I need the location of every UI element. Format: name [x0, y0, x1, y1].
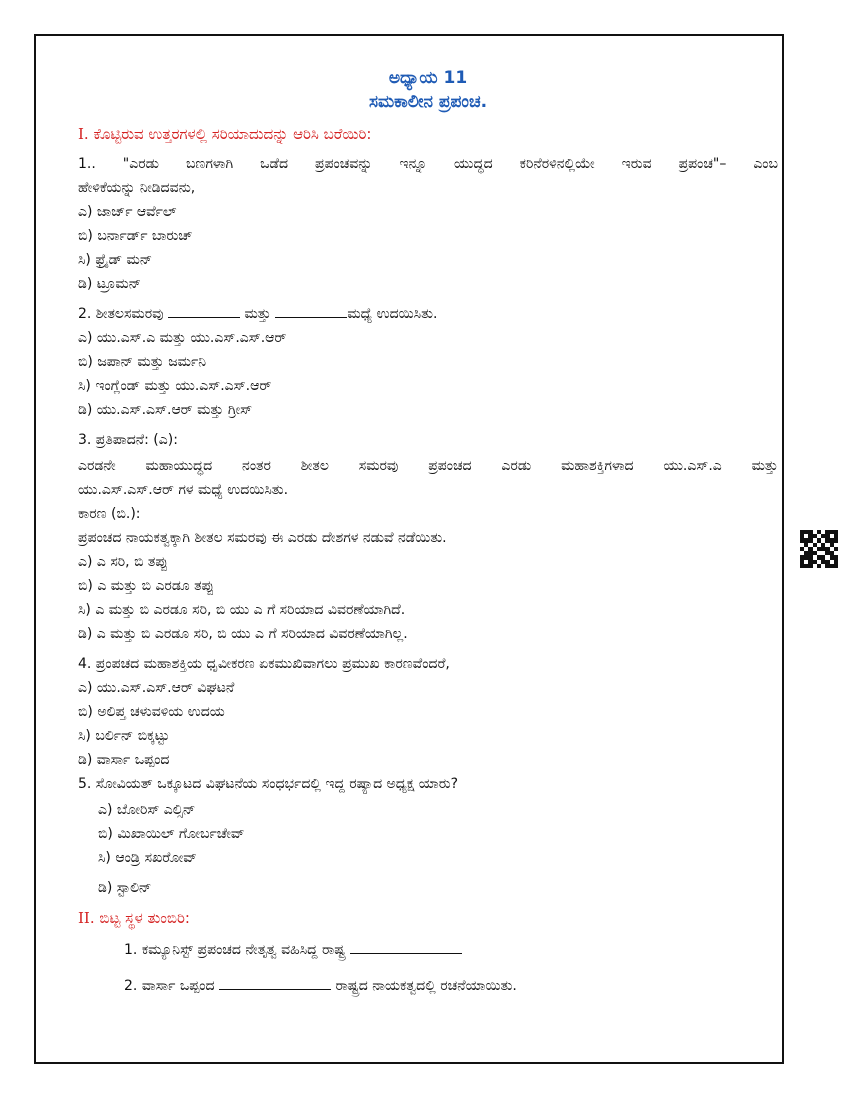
worksheet-content	[78, 66, 778, 998]
question-3-option-c: ಸಿ) ಎ ಮತ್ತು ಬಿ ಎರಡೂ ಸರಿ, ಬಿ ಯು ಎ ಗೆ ಸರಿಯಾದ ವಿವರಣೆಯಾಗಿದೆ.	[78, 602, 406, 618]
section-2-heading	[78, 906, 778, 930]
chapter-subtitle: ಸಮಕಾಲೀನ ಪ್ರಪಂಚ.	[368, 92, 488, 112]
fill-item-1-number: 1.	[124, 942, 138, 958]
question-1-option-b: ಬಿ) ಬರ್ನಾರ್ಡ್ ಬಾರುಚ್	[78, 228, 193, 244]
question-5-option-a: ಎ) ಬೋರಿಸ್ ಎಲ್ಸಿನ್	[98, 802, 196, 818]
fill-item-2-text-after: ರಾಷ್ಟ್ರದ ನಾಯಕತ್ವದಲ್ಲಿ ರಚನೆಯಾಯಿತು.	[335, 978, 517, 994]
question-4-option-a: ಎ) ಯು.ಎಸ್.ಎಸ್.ಆರ್ ವಿಘಟನೆ	[78, 680, 235, 696]
question-3-option-b: ಬಿ) ಎ ಮತ್ತು ಬಿ ಎರಡೂ ತಪ್ಪು	[78, 578, 215, 594]
fill-item-2-number: 2.	[124, 978, 138, 994]
question-3-assertion-line-1: ಎರಡನೇ ಮಹಾಯುದ್ಧದ ನಂತರ ಶೀತಲ ಸಮರವು ಪ್ರಪಂಚದ ಎರಡು ಮಹಾಶಕ್ತಿಗಳಾದ ಯು.ಎಸ್.ಎ ಮತ್ತು	[78, 458, 778, 474]
question-3-reason-label: ಕಾರಣ (ಬಿ.):	[78, 506, 141, 522]
question-1-line-1: 1.. "ಎರಡು ಬಣಗಳಾಗಿ ಒಡೆದ ಪ್ರಪಂಚವನ್ನು ಇನ್ನೂ ಯುದ್ಧದ ಕರಿನೆರಳಿನಲ್ಲಿಯೇ ಇರುವ ಪ್ರಪಂಚ"– ಎಂಬ	[78, 156, 778, 172]
fill-item-2	[78, 974, 778, 998]
question-2-option-c: ಸಿ) ಇಂಗ್ಲೆಂಡ್ ಮತ್ತು ಯು.ಎಸ್.ಎಸ್.ಆರ್	[78, 378, 272, 394]
question-2-option-b: ಬಿ) ಜಪಾನ್ ಮತ್ತು ಜರ್ಮನಿ	[78, 354, 206, 370]
chapter-title: ಅಧ್ಯಾಯ 11	[388, 68, 468, 88]
question-2-option-a: ಎ) ಯು.ಎಸ್.ಎ ಮತ್ತು ಯು.ಎಸ್.ಎಸ್.ಆರ್	[78, 330, 287, 346]
question-3-assertion-line-2: ಯು.ಎಸ್.ಎಸ್.ಆರ್ ಗಳ ಮಧ್ಯೆ ಉದಯಿಸಿತು.	[78, 482, 289, 498]
question-1-line-2: ಹೇಳಿಕೆಯನ್ನು ನೀಡಿದವನು,	[78, 180, 196, 196]
question-1-option-a: ಎ) ಜಾರ್ಜ್ ಆರ್ವೆಲ್	[78, 204, 177, 220]
fill-item-1	[78, 938, 778, 962]
question-5-option-b: ಬಿ) ಮಿಖಾಯಿಲ್ ಗೋರ್ಬಚೇವ್	[98, 826, 245, 842]
answer-blank	[350, 939, 462, 954]
section-1-heading-text: ಕೊಟ್ಟಿರುವ ಉತ್ತರಗಳಲ್ಲಿ ಸರಿಯಾದುದನ್ನು ಆರಿಸಿ ಬರೆಯಿರಿ:	[93, 125, 372, 143]
answer-blank	[219, 975, 331, 990]
fill-item-2-text-before: ವಾರ್ಸಾ ಒಪ್ಪಂದ	[141, 978, 215, 994]
question-2-part-1: 2. ಶೀತಲಸಮರವು	[78, 306, 164, 322]
question-4-option-b: ಬಿ) ಅಲಿಪ್ತ ಚಳುವಳಿಯ ಉದಯ	[78, 704, 225, 720]
question-2-part-2: ಮತ್ತು	[244, 306, 271, 322]
question-3-option-d: ಡಿ) ಎ ಮತ್ತು ಬಿ ಎರಡೂ ಸರಿ, ಬಿ ಯು ಎ ಗೆ ಸರಿಯಾದ ವಿವರಣೆಯಾಗಿಲ್ಲ.	[78, 626, 408, 642]
qr-code-icon	[800, 530, 838, 568]
question-1-option-d: ಡಿ) ಟ್ರೂಮನ್	[78, 276, 142, 292]
fill-item-1-text: ಕಮ್ಯೂನಿಸ್ಟ್ ಪ್ರಪಂಚದ ನೇತೃತ್ವ ವಹಿಸಿದ್ದ ರಾಷ್ಟ್ರ	[141, 942, 346, 958]
question-2	[78, 302, 778, 326]
question-5-option-d: ಡಿ) ಸ್ಟಾಲಿನ್	[98, 880, 152, 896]
section-1-heading	[78, 122, 778, 146]
question-4: 4. ಪ್ರಂಪಚದ ಮಹಾಶಕ್ತಿಯ ಧೃವೀಕರಣ ಏಕಮುಖಿವಾಗಲು ಪ್ರಮುಖ ಕಾರಣವೆಂದರೆ,	[78, 656, 450, 672]
section-2-number: II.	[78, 909, 95, 927]
question-1-option-c: ಸಿ) ಫ್ರೈಡ್ ಮನ್	[78, 252, 153, 268]
section-2-heading-text: ಬಿಟ್ಟ ಸ್ಥಳ ತುಂಬಿರಿ:	[99, 909, 190, 927]
question-3-reason-text: ಪ್ರಪಂಚದ ನಾಯಕತ್ವಕ್ಕಾಗಿ ಶೀತಲ ಸಮರವು ಈ ಎರಡು ದೇಶಗಳ ನಡುವೆ ನಡೆಯಿತು.	[78, 530, 447, 546]
question-2-option-d: ಡಿ) ಯು.ಎಸ್.ಎಸ್.ಆರ್ ಮತ್ತು ಗ್ರೀಸ್	[78, 402, 253, 418]
question-3-assertion-label: 3. ಪ್ರತಿಪಾದನೆ: (ಎ):	[78, 432, 178, 448]
section-1-number: I.	[78, 125, 89, 143]
question-2-part-3: ಮಧ್ಯೆ ಉದಯಿಸಿತು.	[347, 306, 438, 322]
question-3-option-a: ಎ) ಎ ಸರಿ, ಬಿ ತಪ್ಪು	[78, 554, 168, 570]
question-4-option-d: ಡಿ) ವಾರ್ಸಾ ಒಪ್ಪಂದ	[78, 752, 170, 768]
question-5-option-c: ಸಿ) ಆಂಡ್ರಿ ಸಖರೋವ್	[98, 850, 197, 866]
question-4-option-c: ಸಿ) ಬರ್ಲಿನ್ ಬಿಕ್ಕಟ್ಟು	[78, 728, 170, 744]
question-5: 5. ಸೋವಿಯತ್ ಒಕ್ಕೂಟದ ವಿಘಟನೆಯ ಸಂಧರ್ಭದಲ್ಲಿ ಇದ್ದ ರಷ್ಯಾದ ಅಧ್ಯಕ್ಷ ಯಾರು?	[78, 776, 459, 792]
answer-blank	[168, 303, 240, 318]
answer-blank	[275, 303, 347, 318]
